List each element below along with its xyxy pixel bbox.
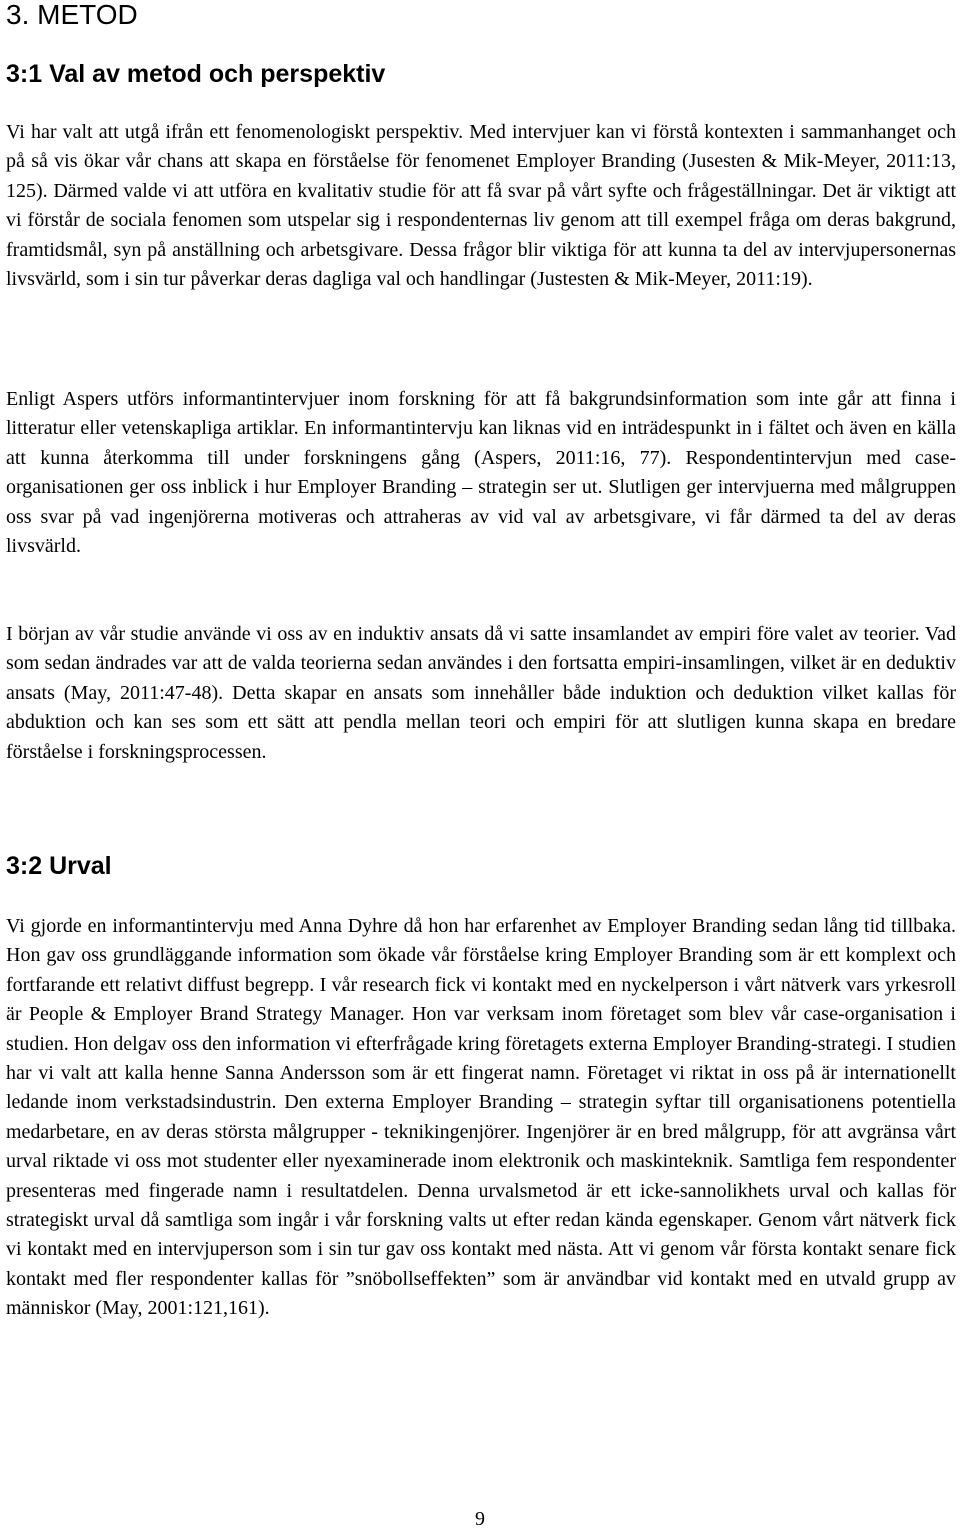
section-heading-sample: 3:2 Urval [6, 852, 112, 880]
page-number: 9 [475, 1508, 485, 1530]
section-heading-method: 3:1 Val av metod och perspektiv [6, 60, 386, 88]
paragraph: Vi har valt att utgå ifrån ett fenomenologiskt perspektiv. Med intervjuer kan vi förstå kontexten i sammanhanget och på så vis ökar vår chans att skapa en förståelse för fenomenet Employer Branding (Jusesten & Mik-Meyer, 2011:13, 125). Därmed valde vi att utföra en kvalitativ studie för att få svar på vårt syfte och frågeställningar. Det är viktigt att vi förstår de sociala fenomen som utspelar sig i respondenternas liv genom att till exempel fråga om deras bakgrund, framtidsmål, syn på anställning och arbetsgivare. Dessa frågor blir viktiga för att kunna ta del av intervjupersonernas livsvärld, som i sin tur påverkar deras dagliga val och handlingar (Justesten & Mik-Meyer, 2011:19). [6, 121, 956, 291]
chapter-title: 3. METOD [6, 0, 138, 30]
paragraph: I början av vår studie använde vi oss av en induktiv ansats då vi satte insamlandet av empiri före valet av teorier. Vad som sedan ändrades var att de valda teorierna sedan användes i den fortsatta empiri-insamlingen, vilket är en deduktiv ansats (May, 2011:47-48). Detta skapar en ansats som innehåller både induktion och deduktion vilket kallas för abduktion och kan ses som ett sätt att pendla mellan teori och empiri för att slutligen kunna skapa en bredare förståelse i forskningsprocessen. [6, 623, 956, 763]
paragraph: Vi gjorde en informantintervju med Anna Dyhre då hon har erfarenhet av Employer Branding sedan lång tid tillbaka. Hon gav oss grundläggande information som ökade vår förståelse kring Employer Branding som är ett komplext och fortfarande ett relativt diffust begrepp. I vår research fick vi kontakt med en nyckelperson i vårt nätverk vars yrkesroll är People & Employer Brand Strategy Manager. Hon var verksam inom företaget som blev vår case-organisation i studien. Hon delgav oss den information vi efterfrågade kring företagets externa Employer Branding-strategi. I studien har vi valt att kalla henne Sanna Andersson som är ett fingerat namn. Företaget vi riktat in oss på är internationellt ledande inom verkstadsindustrin. Den externa Employer Branding – strategin syftar till organisationens potentiella medarbetare, en av deras största målgrupper - teknikingenjörer. Ingenjörer är en bred målgrupp, för att avgränsa vårt urval riktade vi oss mot studenter eller nyexaminerade inom elektronik och maskinteknik. Samtliga fem respondenter presenteras med fingerade namn i resultatdelen. Denna urvalsmetod är ett icke-sannolikhets urval och kallas för strategiskt urval då samtliga som ingår i vår forskning valts ut efter redan kända egenskaper. Genom vårt nätverk fick vi kontakt med en intervjuperson som i sin tur gav oss kontakt med nästa. Att vi genom vår första kontakt senare fick kontakt med fler respondenter kallas för ”snöbollseffekten” som är användbar vid kontakt med en utvald grupp av människor (May, 2001:121,161). [6, 915, 956, 1320]
paragraph: Enligt Aspers utförs informantintervjuer inom forskning för att få bakgrundsinformation som inte går att finna i litteratur eller vetenskapliga artiklar. En informantintervju kan liknas vid en inträdespunkt in i fältet och även en källa att kunna återkomma till under forskningens gång (Aspers, 2011:16, 77). Respondentintervjun med case-organisationen ger oss inblick i hur Employer Branding – strategin ser ut. Slutligen ger intervjuerna med målgruppen oss svar på vad ingenjörerna motiveras och attraheras av vid val av arbetsgivare, vi får därmed ta del av deras livsvärld. [6, 388, 956, 558]
